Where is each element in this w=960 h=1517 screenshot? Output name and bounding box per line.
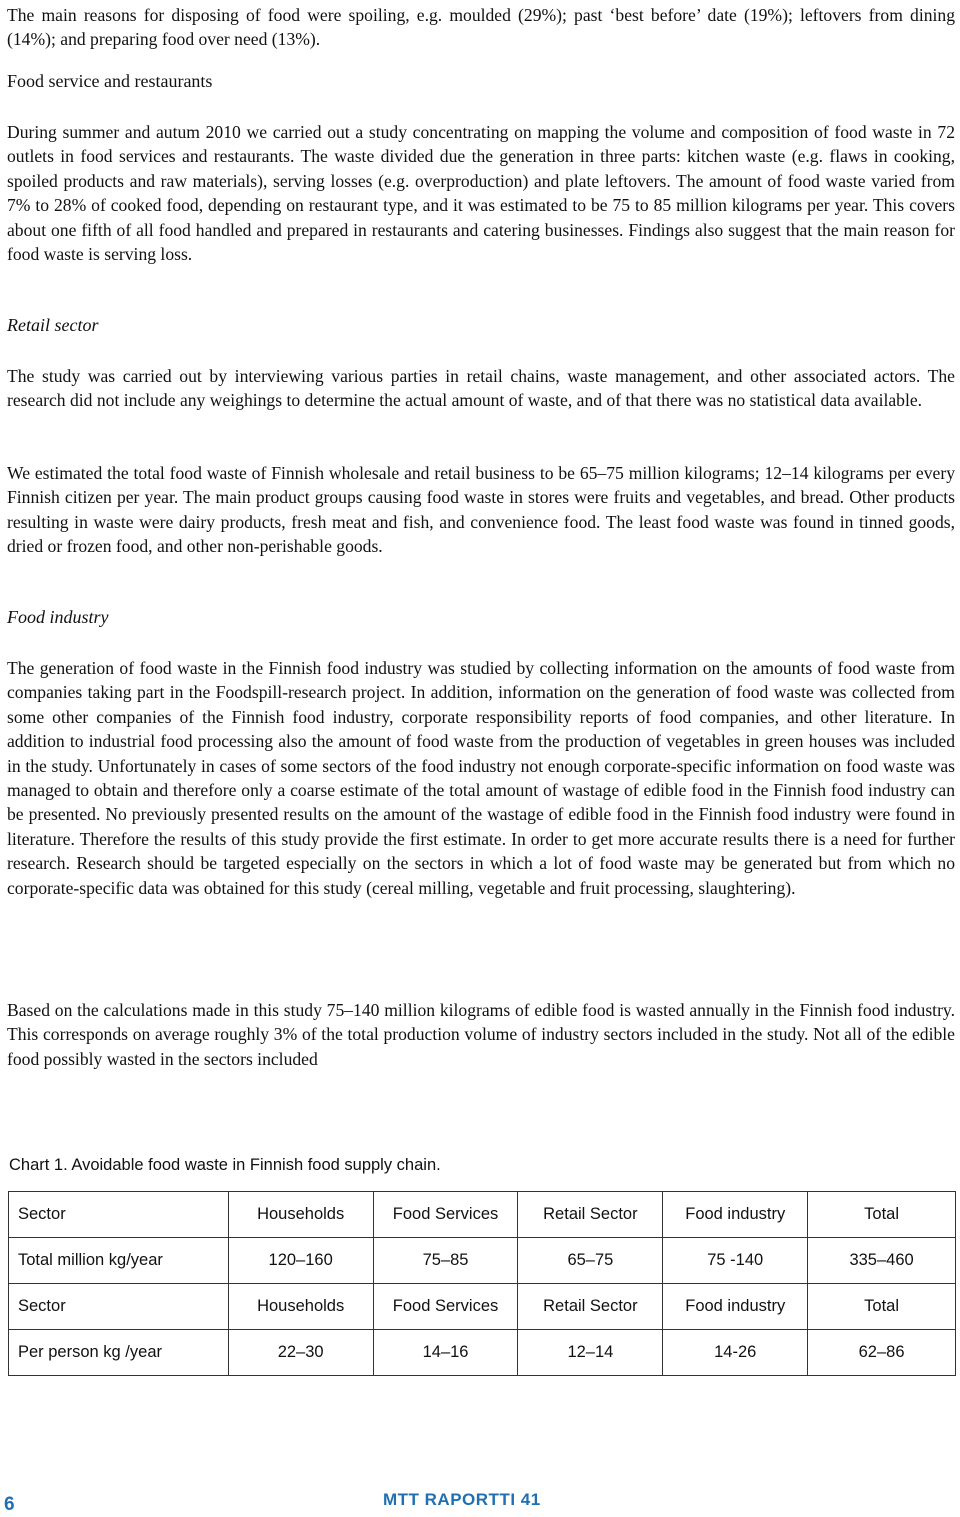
table-cell: 75–85 bbox=[373, 1238, 518, 1284]
table-cell: 22–30 bbox=[228, 1330, 373, 1376]
retail-paragraph-1: The study was carried out by interviewing various parties in retail chains, waste management, and other associated actors. The research did not include any weighings to determine the actual amount of waste, and of that there was no statistical data available. bbox=[7, 366, 955, 411]
table-cell: Food Services bbox=[373, 1192, 518, 1238]
food-waste-table bbox=[8, 1191, 956, 1376]
publication-title: MTT RAPORTTI 41 bbox=[383, 1490, 541, 1509]
food-service-heading: Food service and restaurants bbox=[7, 71, 213, 91]
industry-paragraph-1: The generation of food waste in the Finnish food industry was studied by collecting information on the amounts of food waste from companies taking part in the Foodspill-research project. In addition, information on the generation of food waste was collected from some other companies of the Finnish food industry, corporate responsibility reports of food companies, and other literature. In addition to industrial food processing also the amount of food waste from the production of vegetables in green houses was included in the study. Unfortunately in cases of some sectors of the food industry not enough corporate-specific information on food waste was managed to obtain and therefore only a coarse estimate of the total amount of wastage of edible food in the Finnish food industry can be presented. No previously presented results on the amount of the wastage of edible food in the Finnish food industry were found in literature. Therefore the results of this study provide the first estimate. In order to get more accurate results there is a need for further research. Research should be targeted especially on the sectors in which a lot of food waste may be generated but from which no corporate-specific data was obtained for this study (cereal milling, vegetable and fruit processing, slaughtering). bbox=[7, 658, 955, 898]
table-cell: Total bbox=[808, 1192, 956, 1238]
table-cell: Households bbox=[228, 1284, 373, 1330]
table-cell: 62–86 bbox=[808, 1330, 956, 1376]
table-cell: Per person kg /year bbox=[9, 1330, 229, 1376]
table-cell: Retail Sector bbox=[518, 1192, 663, 1238]
table-cell: Households bbox=[228, 1192, 373, 1238]
table-cell: Food Services bbox=[373, 1284, 518, 1330]
table-cell: 65–75 bbox=[518, 1238, 663, 1284]
table-cell: 12–14 bbox=[518, 1330, 663, 1376]
retail-paragraph-2: We estimated the total food waste of Finnish wholesale and retail business to be 65–75 million kilograms; 12–14 kilograms per every Finnish citizen per year. The main product groups causing food waste in stores were fruits and vegetables, and bread. Other products resulting in waste were dairy products, fresh meat and fish, and convenience food. The least food waste was found in tinned goods, dried or frozen food, and other non-perishable goods. bbox=[7, 463, 955, 557]
table-cell: Retail Sector bbox=[518, 1284, 663, 1330]
industry-paragraph-2: Based on the calculations made in this study 75–140 million kilograms of edible food is wasted annually in the Finnish food industry. This corresponds on average roughly 3% of the total production volume of industry sectors included in the study. Not all of the edible food possibly wasted in the sectors included bbox=[7, 1000, 955, 1069]
intro-paragraph: The main reasons for disposing of food were spoiling, e.g. moulded (29%); past ‘best before’ date (19%); leftovers from dining (14%); and preparing food over need (13%). bbox=[7, 5, 955, 50]
table-cell: Food industry bbox=[663, 1192, 808, 1238]
table-cell: Sector bbox=[9, 1192, 229, 1238]
table-row bbox=[9, 1284, 956, 1330]
table-cell: 75 -140 bbox=[663, 1238, 808, 1284]
industry-heading: Food industry bbox=[7, 607, 109, 627]
table-cell: 14-26 bbox=[663, 1330, 808, 1376]
table-row bbox=[9, 1330, 956, 1376]
table-row bbox=[9, 1192, 956, 1238]
retail-heading: Retail sector bbox=[7, 315, 99, 335]
table-cell: 120–160 bbox=[228, 1238, 373, 1284]
table-row bbox=[9, 1238, 956, 1284]
food-service-paragraph: During summer and autum 2010 we carried out a study concentrating on mapping the volume and composition of food waste in 72 outlets in food services and restaurants. The waste divided due the generation in three parts: kitchen waste (e.g. flaws in cooking, spoiled products and raw materials), serving losses (e.g. overproduction) and plate leftovers. The amount of food waste varied from 7% to 28% of cooked food, depending on restaurant type, and it was estimated to be 75 to 85 million kilograms per year. This covers about one fifth of all food handled and prepared in restaurants and catering businesses. Findings also suggest that the main reason for food waste is serving loss. bbox=[7, 122, 955, 265]
table-cell: Total bbox=[808, 1284, 956, 1330]
page-number: 6 bbox=[4, 1494, 15, 1515]
chart-caption: Chart 1. Avoidable food waste in Finnish food supply chain. bbox=[9, 1156, 441, 1174]
table-cell: 14–16 bbox=[373, 1330, 518, 1376]
table-cell: Sector bbox=[9, 1284, 229, 1330]
table-cell: 335–460 bbox=[808, 1238, 956, 1284]
table-cell: Total million kg/year bbox=[9, 1238, 229, 1284]
table-cell: Food industry bbox=[663, 1284, 808, 1330]
